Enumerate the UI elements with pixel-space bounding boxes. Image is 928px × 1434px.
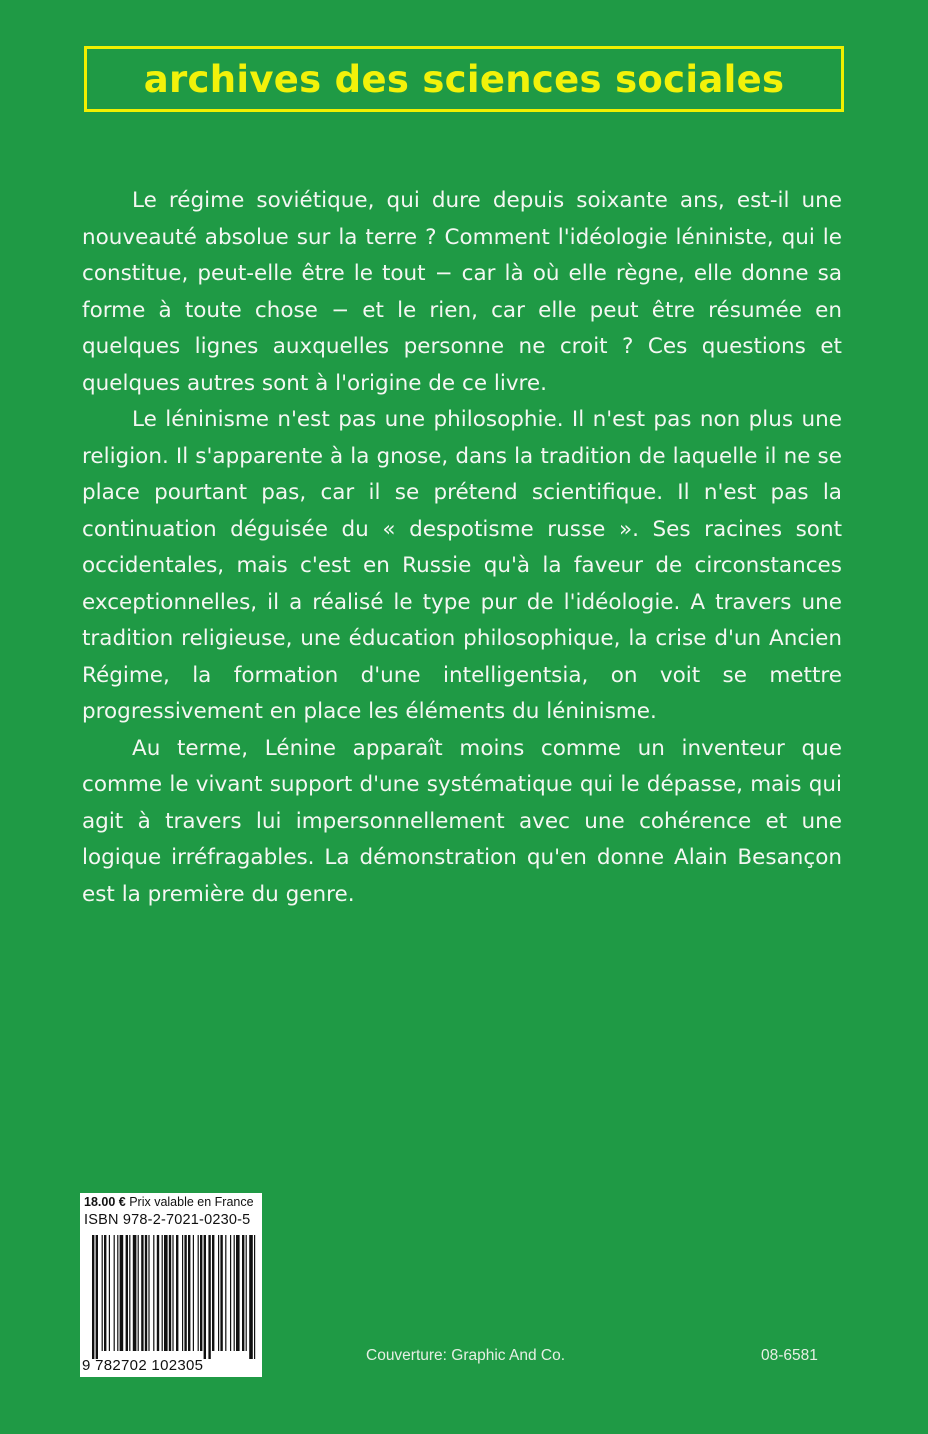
barcode-bar (129, 1235, 130, 1351)
barcode-bar (254, 1235, 255, 1359)
barcode-bar (138, 1235, 139, 1351)
barcode-bar (92, 1235, 94, 1359)
barcode-bar (169, 1235, 171, 1351)
barcode-bar (145, 1235, 147, 1351)
barcode-bar (172, 1235, 173, 1351)
barcode-bar (204, 1235, 206, 1359)
barcode-bar (188, 1235, 190, 1351)
blurb-paragraph-1: Le régime soviétique, qui dure depuis soixante ans, est-il une nouveauté absolue sur la terre ? Comment l'idéologie léniniste, qui le constitue, peut-elle être le tout − car là où elle règne, elle donne sa forme à toute chose − et le rien, car elle peut être résumée en quelques lignes auxquelles personne ne croit ? Ces questions et quelques autres sont à l'origine de ce livre. (82, 188, 842, 396)
blurb-paragraph-2: Le léninisme n'est pas une philosophie. Il n'est pas non plus une religion. Il s'apparente à la gnose, dans la tradition de laquelle il ne se place pourtant pas, car il se prétend scientifique. Il n'est pas la continuation déguisée du « despotisme russe ». Ses racines sont occidentales, mais c'est en Russie qu'à la faveur de circonstances exceptionnelles, il a réalisé le type pur de l'idéologie. A travers une tradition religieuse, une éducation philosophique, la crise d'un Ancien Régime, la formation d'une intelligentsia, on voit se mettre progressivement en place les éléments du léninisme. (82, 407, 842, 724)
barcode-bar (102, 1235, 103, 1351)
barcode-bar (162, 1235, 163, 1351)
barcode-bar (246, 1235, 247, 1351)
blurb-paragraph-3: Au terme, Lénine apparaît moins comme un inventeur que comme le vivant support d'une systématique qui le dépasse, mais qui agit à travers lui impersonnellement avec une cohérence et une logique irréfragables. La démonstration qu'en donne Alain Besançon est la première du genre. (82, 735, 842, 907)
barcode-bar (198, 1235, 199, 1351)
barcode-bar (96, 1235, 98, 1359)
barcode-bar (200, 1235, 202, 1351)
series-title: archives des sciences sociales (143, 57, 785, 101)
barcode-bar (157, 1235, 159, 1351)
barcode-bar (126, 1235, 128, 1351)
barcode-bar (208, 1235, 210, 1359)
barcode-bar (117, 1235, 118, 1351)
series-banner (84, 46, 844, 112)
back-cover-blurb (82, 183, 842, 913)
barcode-bar (164, 1235, 168, 1351)
barcode-bar (133, 1235, 137, 1351)
price-line (84, 1195, 254, 1209)
barcode-bar (230, 1235, 231, 1351)
barcode-bar (184, 1235, 186, 1351)
price-note: Prix valable en France (129, 1195, 254, 1209)
barcode-bar (114, 1235, 115, 1351)
price: 18.00 € (84, 1195, 126, 1209)
barcode-bar (120, 1235, 124, 1351)
catalog-code: 08-6581 (761, 1347, 818, 1364)
barcode-bar (212, 1235, 214, 1351)
barcode-bar (141, 1235, 143, 1351)
barcode-bar (218, 1235, 219, 1351)
barcode-label (80, 1193, 262, 1377)
barcode-bar (236, 1235, 240, 1351)
barcode-bar (104, 1235, 106, 1351)
barcode-bar (220, 1235, 222, 1351)
barcode-graphic (80, 1235, 262, 1359)
barcode-digits: 9 782702 102305 (82, 1357, 204, 1374)
barcode-bar (234, 1235, 235, 1351)
barcode-bar (182, 1235, 183, 1351)
barcode-bar (242, 1235, 244, 1351)
barcode-bar (193, 1235, 194, 1351)
barcode-bar (249, 1235, 253, 1359)
barcode-bar (153, 1235, 154, 1351)
barcode-bar (148, 1235, 149, 1351)
barcode-bar (109, 1235, 110, 1351)
cover-credit: Couverture: Graphic And Co. (366, 1347, 566, 1364)
barcode-bar (176, 1235, 178, 1351)
isbn: ISBN 978-2-7021-0230-5 (84, 1212, 251, 1228)
barcode-bar (225, 1235, 226, 1351)
